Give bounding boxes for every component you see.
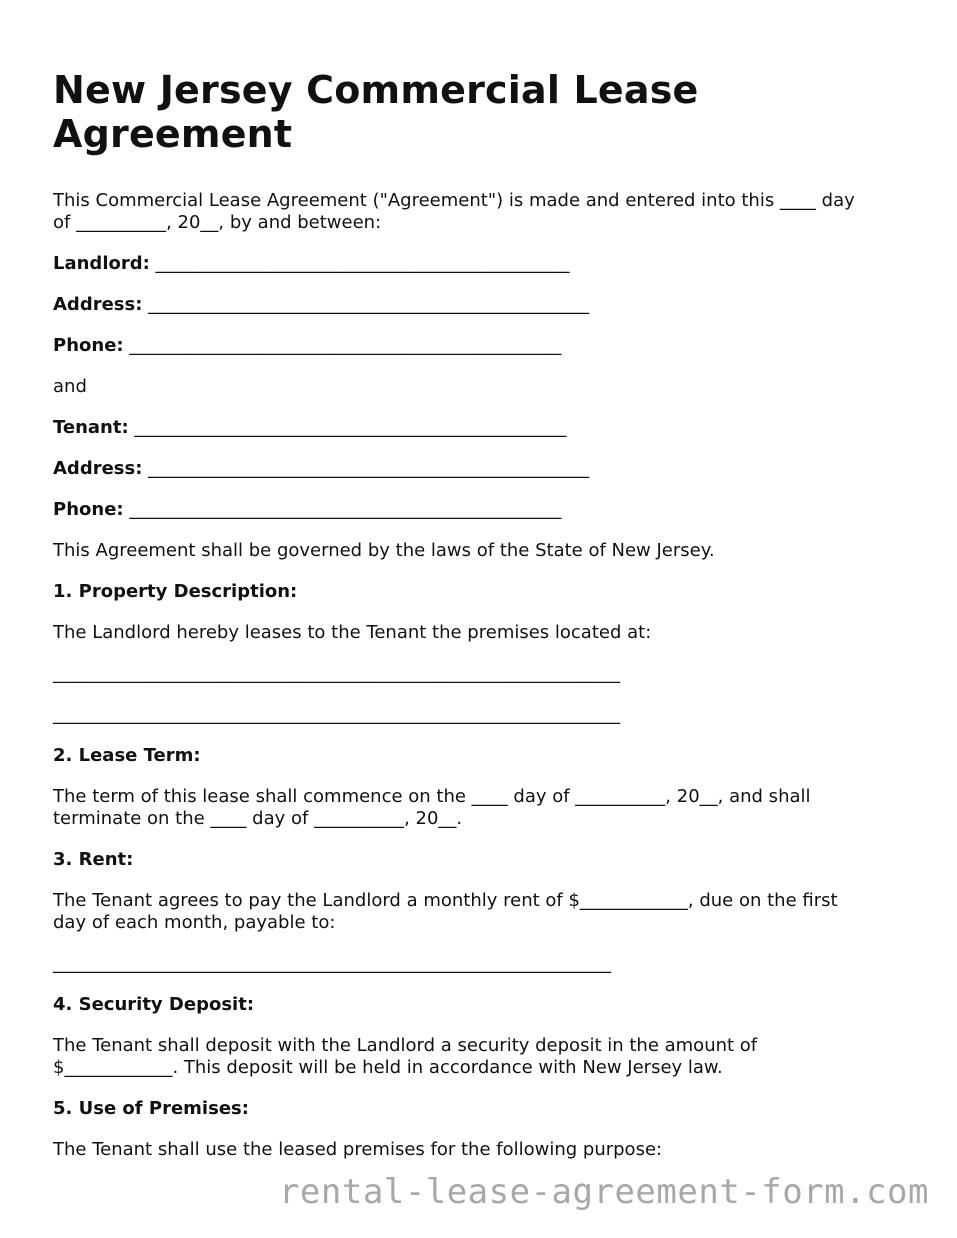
deposit-line-2: $____________. This deposit will be held in accordance with New Jersey law.: [53, 1057, 723, 1078]
deposit-paragraph: [53, 1035, 903, 1079]
use-text: The Tenant shall use the leased premises for the following purpose:: [53, 1139, 663, 1160]
watermark: rental-lease-agreement-form.com: [278, 1172, 929, 1212]
tenant-phone-blank[interactable]: ________________________________________________: [129, 499, 562, 520]
property-blank-line-1[interactable]: _______________________________________________________________: [53, 663, 620, 684]
intro-line-2: of __________, 20__, by and between:: [53, 212, 382, 233]
rent-line-2: day of each month, payable to:: [53, 912, 336, 933]
term-paragraph: [53, 786, 903, 830]
landlord-phone-label: Phone:: [53, 335, 124, 356]
landlord-phone-blank[interactable]: ________________________________________________: [129, 335, 562, 356]
landlord-name-field[interactable]: [53, 253, 903, 275]
property-text: The Landlord hereby leases to the Tenant the premises located at:: [53, 622, 652, 643]
intro-line-1: This Commercial Lease Agreement ("Agreement") is made and entered into this ____ day: [53, 190, 855, 211]
section-heading-use: 5. Use of Premises:: [53, 1098, 249, 1119]
rent-line-1: The Tenant agrees to pay the Landlord a monthly rent of $____________, due on the first: [53, 890, 838, 911]
landlord-address-field[interactable]: [53, 294, 903, 316]
tenant-address-field[interactable]: [53, 458, 903, 480]
landlord-name-blank[interactable]: ______________________________________________: [155, 253, 570, 274]
rent-payee-blank-line[interactable]: ______________________________________________________________: [53, 953, 611, 974]
landlord-address-blank[interactable]: _________________________________________________: [148, 294, 590, 315]
document-title: New Jersey Commercial Lease Agreement: [53, 68, 699, 156]
rent-paragraph: [53, 890, 903, 934]
property-blank-line-2[interactable]: _______________________________________________________________: [53, 704, 620, 725]
landlord-name-label: Landlord:: [53, 253, 150, 274]
tenant-phone-label: Phone:: [53, 499, 124, 520]
intro-paragraph: [53, 190, 903, 234]
tenant-address-blank[interactable]: _________________________________________________: [148, 458, 590, 479]
tenant-phone-field[interactable]: [53, 499, 903, 521]
section-heading-rent: 3. Rent:: [53, 849, 134, 870]
deposit-line-1: The Tenant shall deposit with the Landlord a security deposit in the amount of: [53, 1035, 758, 1056]
term-line-2: terminate on the ____ day of __________, 20__.: [53, 808, 463, 829]
landlord-phone-field[interactable]: [53, 335, 903, 357]
tenant-name-blank[interactable]: ________________________________________________: [134, 417, 567, 438]
section-heading-property: 1. Property Description:: [53, 581, 298, 602]
tenant-address-label: Address:: [53, 458, 143, 479]
landlord-address-label: Address:: [53, 294, 143, 315]
governing-law-text: This Agreement shall be governed by the laws of the State of New Jersey.: [53, 540, 715, 561]
tenant-name-label: Tenant:: [53, 417, 129, 438]
section-heading-deposit: 4. Security Deposit:: [53, 994, 255, 1015]
term-line-1: The term of this lease shall commence on the ____ day of __________, 20__, and shall: [53, 786, 811, 807]
section-heading-term: 2. Lease Term:: [53, 745, 201, 766]
tenant-name-field[interactable]: [53, 417, 903, 439]
lease-document: [53, 68, 903, 1161]
and-text: and: [53, 376, 87, 397]
